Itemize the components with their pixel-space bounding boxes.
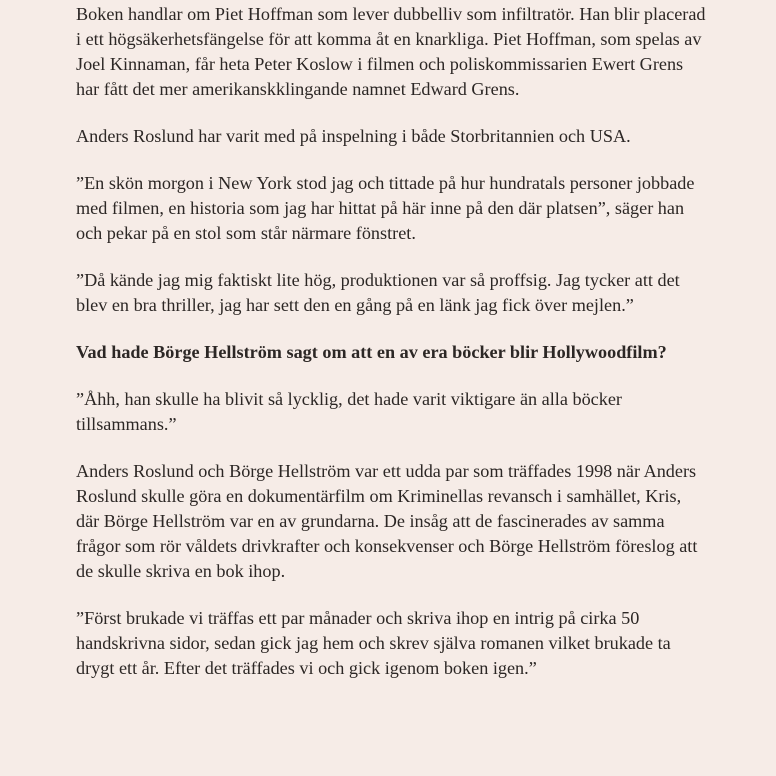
interview-question-heading: Vad hade Börge Hellström sagt om att en av era böcker blir Hollywoodfilm? [76,342,667,362]
paragraph-5: ”Åhh, han skulle ha blivit så lycklig, det hade varit viktigare än alla böcker tillsammans.” [76,389,622,434]
paragraph-2: Anders Roslund har varit med på inspelning i både Storbritannien och USA. [76,126,631,146]
paragraph-4: ”Då kände jag mig faktiskt lite hög, produktionen var så proffsig. Jag tycker att det blev en bra thriller, jag har sett den en gång på en länk jag fick över mejlen.” [76,270,680,315]
article-body [76,2,706,703]
paragraph-6: Anders Roslund och Börge Hellström var ett udda par som träffades 1998 när Anders Roslund skulle göra en dokumentärfilm om Kriminellas revansch i samhället, Kris, där Börge Hellström var en av grundarna. De insåg att de fascinerades av samma frågor som rör våldets drivkrafter och konsekvenser och Börge Hellström föreslog att de skulle skriva en bok ihop. [76,461,698,581]
paragraph-7: ”Först brukade vi träffas ett par månader och skriva ihop en intrig på cirka 50 handskrivna sidor, sedan gick jag hem och skrev själva romanen vilket brukade ta drygt ett år. Efter det träffades vi och gick igenom boken igen.” [76,608,671,678]
paragraph-1: Boken handlar om Piet Hoffman som lever dubbelliv som infiltratör. Han blir placerad i ett högsäkerhetsfängelse för att komma åt en knarkliga. Piet Hoffman, som spelas av Joel Kinnaman, får heta Peter Koslow i filmen och poliskommissarien Ewert Grens har fått det mer amerikanskklingande namnet Edward Grens. [76,4,706,99]
paragraph-3: ”En skön morgon i New York stod jag och tittade på hur hundratals personer jobbade med filmen, en historia som jag har hittat på här inne på den där platsen”, säger han och pekar på en stol som står närmare fönstret. [76,173,695,243]
